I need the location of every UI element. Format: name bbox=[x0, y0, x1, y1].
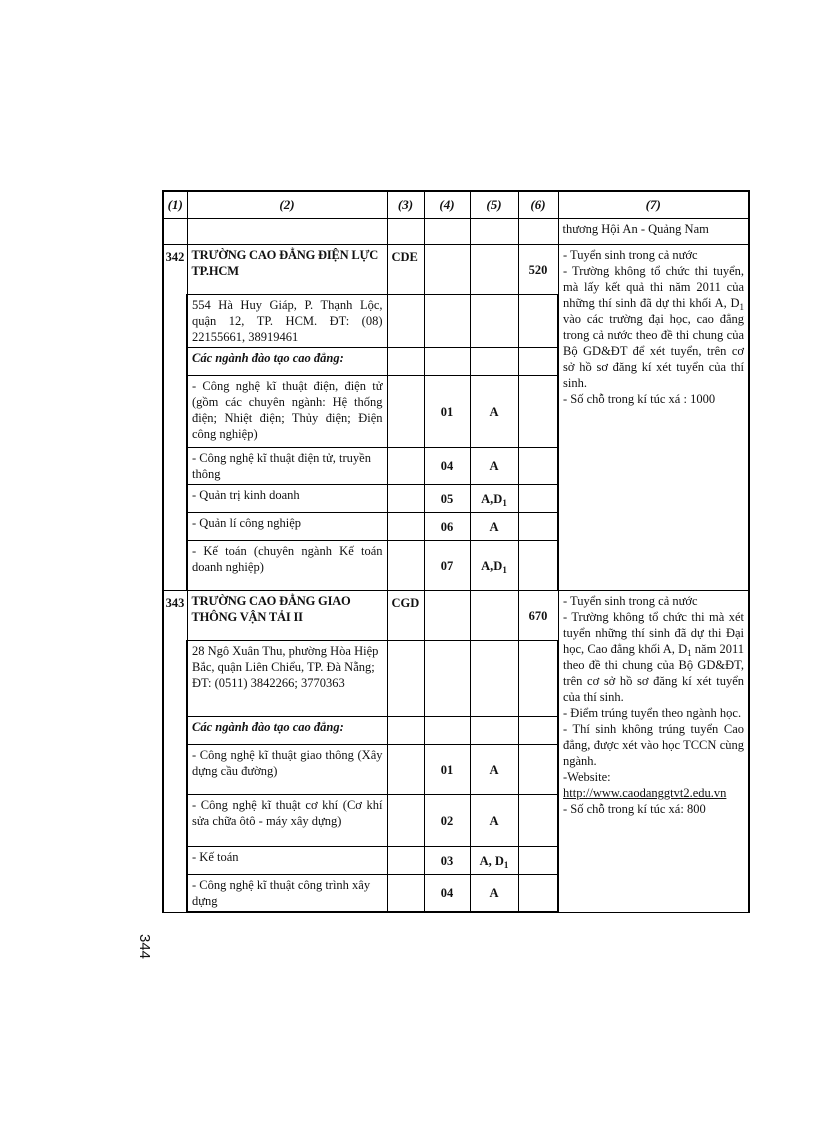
school-343-note-1: - Tuyển sinh trong cả nước bbox=[563, 594, 698, 608]
school-342-number: 342 bbox=[163, 245, 187, 591]
school-343-notes bbox=[558, 591, 749, 913]
major-name: - Công nghệ kĩ thuật cơ khí (Cơ khí sửa chữa ôtô - máy xây dựng) bbox=[187, 795, 387, 847]
website-link[interactable]: http://www.caodanggtvt2.edu.vn bbox=[563, 786, 727, 800]
school-343-note-3: - Điểm trúng tuyển theo ngành học. bbox=[563, 706, 742, 720]
major-name: - Công nghệ kĩ thuật công trình xây dựng bbox=[187, 875, 387, 913]
major-code: 01 bbox=[424, 745, 470, 795]
page-number: 344 bbox=[136, 933, 154, 959]
school-343-note-5: -Website: bbox=[563, 770, 611, 784]
major-code: 05 bbox=[424, 485, 470, 513]
admissions-table bbox=[162, 190, 750, 913]
header-col-5: (5) bbox=[470, 191, 518, 219]
school-343-address: 28 Ngô Xuân Thu, phường Hòa Hiệp Bắc, quận Liên Chiểu, TP. Đà Nẵng; ĐT: (0511) 3842266; 3770363 bbox=[187, 641, 387, 717]
school-343-note-4: - Thí sinh không trúng tuyển Cao đẳng, được xét vào học TCCN cùng ngành. bbox=[563, 722, 744, 768]
school-343-website[interactable] bbox=[563, 785, 744, 801]
major-group: A, $D_1$ bbox=[470, 847, 518, 875]
major-code: 06 bbox=[424, 513, 470, 541]
school-343-number: 343 bbox=[163, 591, 187, 913]
school-342-name: TRƯỜNG CAO ĐẲNG ĐIỆN LỰC TP.HCM bbox=[187, 245, 387, 295]
major-code: 04 bbox=[424, 875, 470, 913]
major-group: A bbox=[470, 513, 518, 541]
header-col-7: (7) bbox=[558, 191, 749, 219]
school-342-section-title: Các ngành đào tạo cao đẳng: bbox=[187, 348, 387, 376]
school-342-note-2: - Trường không tổ chức thi tuyển, mà lấy kết quả thi năm 2011 của những thí sinh đã dự thi khối A, $D_1$ vào các trường đại học, cao đẳng trong cả nước theo đề thi chung của Bộ GD&ĐT để xét tuyển, trên cơ sở hồ sơ đăng kí xét tuyển của thí sinh. bbox=[563, 264, 744, 390]
continuation-note: thương Hội An - Quảng Nam bbox=[558, 219, 749, 245]
major-code: 03 bbox=[424, 847, 470, 875]
school-343-name: TRƯỜNG CAO ĐẲNG GIAO THÔNG VẬN TẢI II bbox=[187, 591, 387, 641]
major-name: - Kế toán (chuyên ngành Kế toán doanh nghiệp) bbox=[187, 541, 387, 591]
major-name: - Quản lí công nghiệp bbox=[187, 513, 387, 541]
major-group: A bbox=[470, 875, 518, 913]
major-group: A bbox=[470, 745, 518, 795]
school-343-row bbox=[163, 591, 749, 641]
header-row bbox=[163, 191, 749, 219]
school-342-address: 554 Hà Huy Giáp, P. Thạnh Lộc, quận 12, TP. HCM. ĐT: (08) 22155661, 38919461 bbox=[187, 295, 387, 348]
school-343-code: CGD bbox=[387, 591, 424, 641]
school-343-note-6: - Số chỗ trong kí túc xá: 800 bbox=[563, 802, 706, 816]
school-343-section-title: Các ngành đào tạo cao đẳng: bbox=[187, 717, 387, 745]
major-name: - Công nghệ kĩ thuật giao thông (Xây dựng cầu đường) bbox=[187, 745, 387, 795]
school-342-note-1: - Tuyển sinh trong cả nước bbox=[563, 248, 698, 262]
major-code: 04 bbox=[424, 448, 470, 485]
school-342-code: CDE bbox=[387, 245, 424, 295]
continuation-row bbox=[163, 219, 749, 245]
header-col-4: (4) bbox=[424, 191, 470, 219]
major-group: A bbox=[470, 448, 518, 485]
major-code: 07 bbox=[424, 541, 470, 591]
school-342-note-3: - Số chỗ trong kí túc xá : 1000 bbox=[563, 392, 716, 406]
school-342-notes bbox=[558, 245, 749, 591]
major-code: 01 bbox=[424, 376, 470, 448]
major-name: - Công nghệ kĩ thuật điện, điện tử (gồm các chuyên ngành: Hệ thống điện; Nhiệt điện; Thủy điện; Điện công nghiệp) bbox=[187, 376, 387, 448]
major-group: A bbox=[470, 376, 518, 448]
major-name: - Quản trị kinh doanh bbox=[187, 485, 387, 513]
school-343-quota: 670 bbox=[518, 591, 558, 641]
school-342-quota: 520 bbox=[518, 245, 558, 295]
header-col-2: (2) bbox=[187, 191, 387, 219]
major-name: - Kế toán bbox=[187, 847, 387, 875]
school-342-row bbox=[163, 245, 749, 295]
major-group: $A,D_1$ bbox=[470, 541, 518, 591]
school-343-note-2: - Trường không tổ chức thi mà xét tuyển những thí sinh đã dự thi Đại học, Cao đẳng khối A, $D_1$ năm 2011 theo đề thi chung của Bộ GD&ĐT, trên cơ sở hồ sơ đăng kí xét tuyển của thí sinh. bbox=[563, 610, 744, 704]
major-group: A bbox=[470, 795, 518, 847]
major-group: $A,D_1$ bbox=[470, 485, 518, 513]
major-name: - Công nghệ kĩ thuật điện tử, truyền thông bbox=[187, 448, 387, 485]
header-col-6: (6) bbox=[518, 191, 558, 219]
header-col-3: (3) bbox=[387, 191, 424, 219]
header-col-1: (1) bbox=[163, 191, 187, 219]
major-code: 02 bbox=[424, 795, 470, 847]
